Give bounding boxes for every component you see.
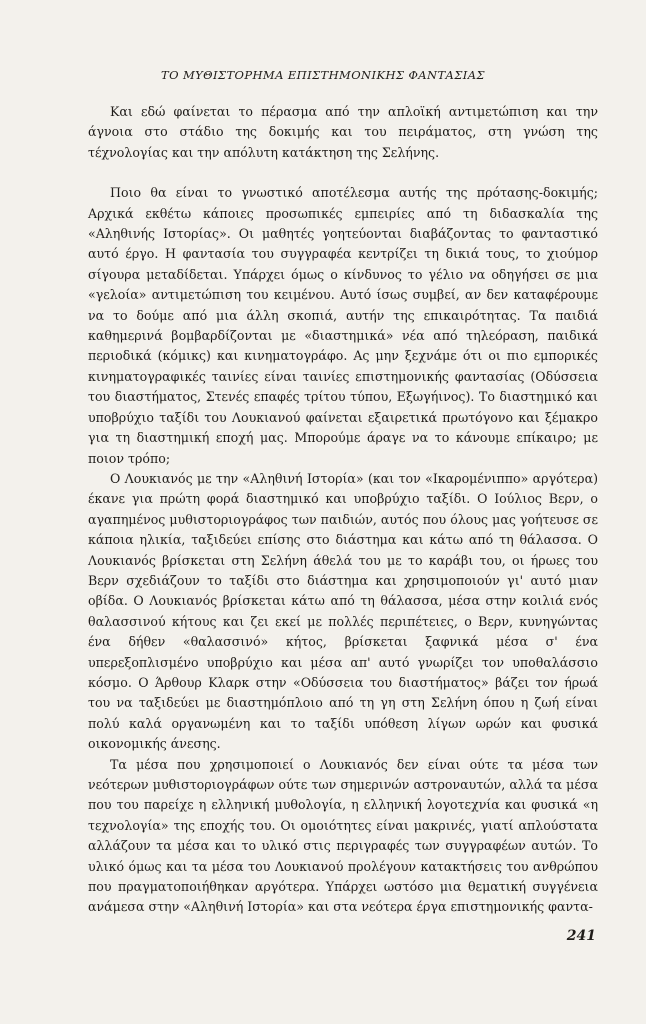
paragraph-3: Ο Λουκιανός με την «Αληθινή Ιστορία» (και τον «Ικαρομένιππο» αργότερα) έκανε για πρώτη φορά διαστημικό και υποβρύχιο ταξίδι. Ο Ιούλιος Βερν, ο αγαπημένος μυθιστοριογράφος των παιδιών, αυτός που όλους μας γοήτευσε σε κάποια ηλικία, ταξιδεύει επίσης στο διάστημα και κάτω από τη θάλασσα. Ο Λουκιανός βρίσκεται στη Σελήνη άθελά του με το καράβι του, οι ήρωες του Βερν σχεδιάζουν το ταξίδι στο διάστημα και χρησιμοποιούν γι' αυτό μιαν οβίδα. Ο Λουκιανός βρίσκεται κάτω από τη θάλασσα, μέσα στην κοιλιά ενός θαλασσινού κήτους και ζει εκεί με πολλές περιπέτειες, ο Βερν, κυνηγώντας ένα δήθεν «θαλασσινό» κήτος, βρίσκεται ξαφνικά μέσα σ' ένα υπερεξοπλισμένο υποβρύχιο και μέσα απ' αυτό γνωρίζει τον υποθαλάσσιο κόσμο. Ο Άρθουρ Κλαρκ στην «Οδύσσεια του διαστήματος» βάζει τον ήρωά του να ταξιδεύει με διαστημόπλοιο από τη γη στη Σελήνη όπου η ζωή είναι πολύ καλά οργανωμένη και το ταξίδι υπόθεση λίγων ωρών και φυσικά οικονομικής άνεσης.: [88, 470, 598, 752]
paragraph-2: Ποιο θα είναι το γνωστικό αποτέλεσμα αυτής της πρότασης-δοκιμής; Αρχικά εκθέτω κάποιες προσωπικές εμπειρίες από τη διδασκαλία της «Αληθινής Ιστορίας». Οι μαθητές γοητεύονται διαβάζοντας το φανταστικό αυτό έργο. Η φαντασία του συγγραφέα κεντρίζει τη δικιά τους, το χιούμορ σίγουρα μεταδίδεται. Υπάρχει όμως ο κίνδυνος το γέλιο να οδηγήσει σε μια «γελοία» αντιμετώπιση του κειμένου. Αυτό ίσως συμβεί, αν δεν καταφέρουμε να το δούμε από μια άλλη σκοπιά, αυτήν της επικαιρότητας. Τα παιδιά καθημερινά βομβαρδίζονται με «διαστημικά» νέα από τηλεόραση, παιδικά περιοδικά (κόμικς) και κινηματογράφο. Ας μην ξεχνάμε ότι οι πιο εμπορικές κινηματογραφικές ταινίες είναι ταινίες επιστημονικής φαντασίας (Οδύσσεια του διαστήματος, Στενές επαφές τρίτου τύπου, Εξωγήινος). Το διαστημικό και υποβρύχιο ταξίδι του Λουκιανού φαίνεται εξαιρετικά πρωτόγονο και ξέμακρο για τη διαστημική εποχή μας. Μπορούμε άραγε να το κάνουμε επίκαιρο; με ποιον τρόπο;: [88, 185, 598, 466]
body-text: [88, 102, 598, 918]
paragraph-1: Και εδώ φαίνεται το πέρασμα από την απλοϊκή αντιμετώπιση και την άγνοια στο στάδιο της δοκιμής και του πειράματος, στη γνώση της τέχνολογίας και την απόλυτη κατάκτηση της Σελήνης.: [88, 104, 598, 160]
paragraph-4: Τα μέσα που χρησιμοποιεί ο Λουκιανός δεν είναι ούτε τα μέσα των νεότερων μυθιστοριογράφων ούτε των σημερινών αστροναυτών, αλλά τα μέσα που του παρείχε η ελληνική μυθολογία, η ελληνική λογοτεχνία και φυσικά «η τεχνολογία» της εποχής του. Οι ομοιότητες είναι μακρινές, γιατί απλούστατα αλλάζουν τα μέσα και το υλικό στις περιγραφές των συγγραφέων αυτών. Το υλικό όμως και τα μέσα του Λουκιανού προλέγουν κατακτήσεις του ανθρώπου που πραγματοποιήθηκαν αργότερα. Υπάρχει ωστόσο μια θεματική συγγένεια ανάμεσα στην «Αληθινή Ιστορία» και στα νεότερα έργα επιστημονικής φαντα-: [88, 756, 598, 915]
running-head: ΤΟ ΜΥΘΙΣΤΟΡΗΜΑ ΕΠΙΣΤΗΜΟΝΙΚΗΣ ΦΑΝΤΑΣΙΑΣ: [161, 68, 485, 82]
page-number: 241: [566, 928, 596, 944]
